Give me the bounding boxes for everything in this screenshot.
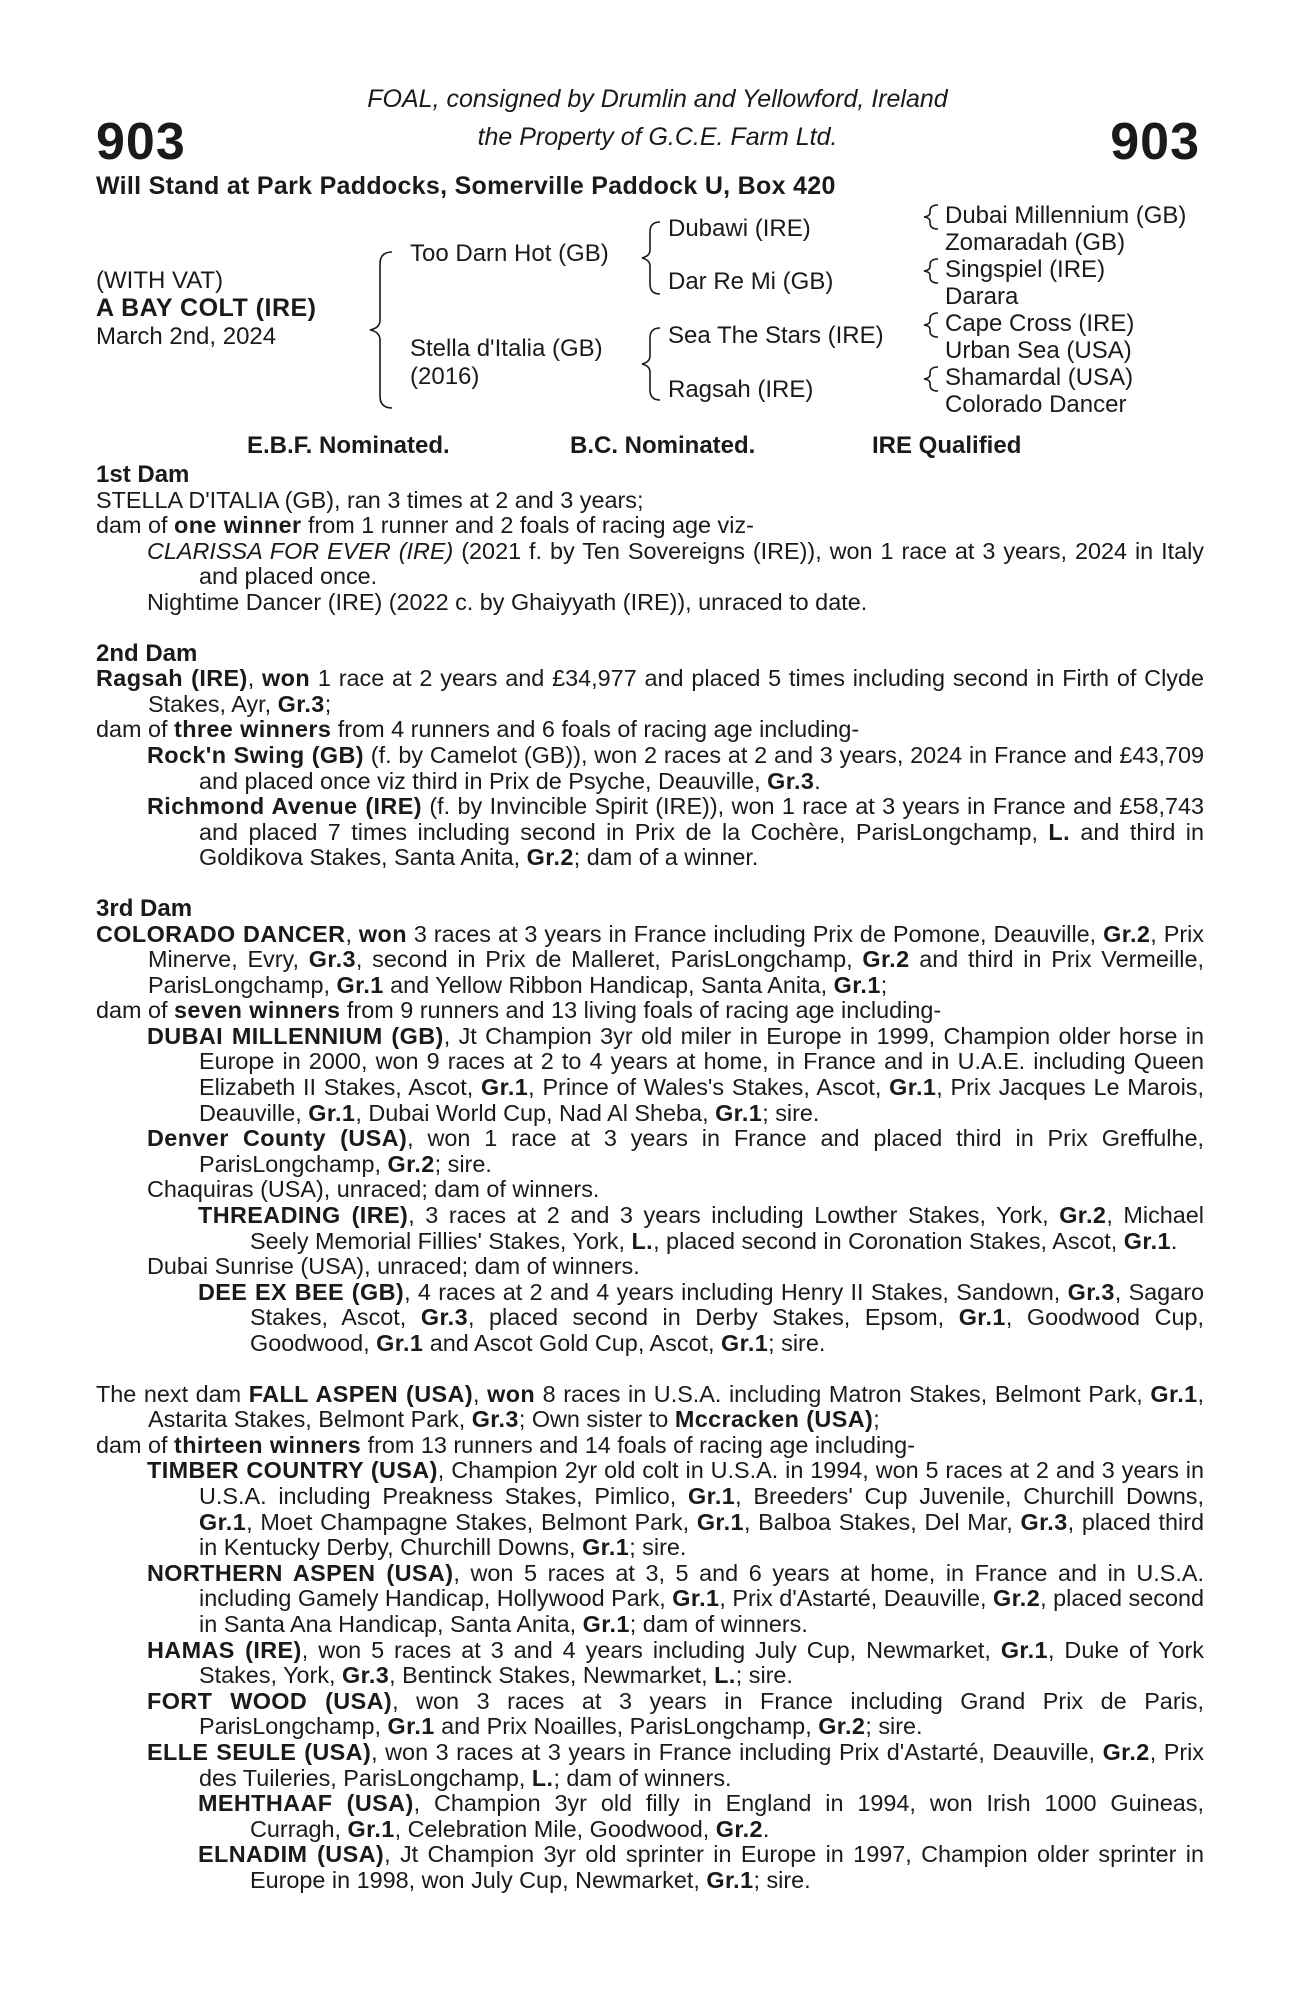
lot-subject-name: A BAY COLT (IRE) <box>96 294 317 322</box>
bracket-gen3-3 <box>924 313 938 337</box>
third-dam-heading: 3rd Dam <box>96 894 193 922</box>
vat-status: (WITH VAT) <box>96 267 224 294</box>
bracket-gen3-1 <box>924 205 938 229</box>
lot-number-left: 903 <box>96 113 186 171</box>
sire-name: Too Darn Hot (GB) <box>410 240 609 267</box>
ancestor-gen3-7: Shamardal (USA) <box>945 364 1134 391</box>
dam-dam: Ragsah (IRE) <box>668 376 814 403</box>
lot-number-right: 903 <box>1110 113 1200 171</box>
produce-elnadim: ELNADIM (USA), Jt Champion 3yr old sprinter in Europe in 1997, Champion older sprinter in Europe in 1998, won July Cup, Newmarket, Gr.1; sire. <box>198 1841 1204 1893</box>
next-dam-produce-summary: dam of thirteen winners from 13 runners and 14 foals of racing age including- <box>96 1431 915 1458</box>
second-dam-foal-1: Rock'n Swing (GB) (f. by Camelot (GB)), won 2 races at 2 and 3 years, 2024 in France and £43,709 and placed once viz third in Prix de Psyche, Deauville, Gr.3. <box>147 741 1204 794</box>
ancestor-gen3-5: Cape Cross (IRE) <box>945 310 1135 337</box>
bracket-gen1 <box>370 252 392 408</box>
stabling-location: Will Stand at Park Paddocks, Somerville Paddock U, Box 420 <box>96 172 836 200</box>
ancestor-gen3-1: Dubai Millennium (GB) <box>945 202 1187 229</box>
produce-dubai-sunrise: Dubai Sunrise (USA), unraced; dam of winners. <box>147 1253 640 1280</box>
first-dam-record: STELLA D'ITALIA (GB), ran 3 times at 2 and 3 years; <box>96 486 644 513</box>
property-line: the Property of G.C.E. Farm Ltd. <box>477 123 838 151</box>
pedigree-brackets <box>0 0 1315 440</box>
bracket-gen3-4 <box>924 367 938 391</box>
ancestor-gen3-4: Darara <box>945 283 1019 310</box>
foaling-date: March 2nd, 2024 <box>96 323 277 350</box>
produce-elle-seule: ELLE SEULE (USA), won 3 races at 3 years in France including Prix d'Astarté, Deauville, Gr.2, Prix des Tuileries, ParisLongchamp, L.; dam of winners. <box>147 1738 1204 1791</box>
produce-mehthaaf: MEHTHAAF (USA), Champion 3yr old filly in England in 1994, won Irish 1000 Guineas, Curragh, Gr.1, Celebration Mile, Goodwood, Gr.2. <box>198 1790 1204 1842</box>
next-dam-record: The next dam FALL ASPEN (USA), won 8 races in U.S.A. including Matron Stakes, Belmont Park, Gr.1, Astarita Stakes, Belmont Park, Gr.3; Own sister to Mccracken (USA); <box>96 1380 1205 1433</box>
catalogue-body <box>96 462 1204 1893</box>
bracket-dam-line <box>642 328 660 400</box>
bc-nomination: B.C. Nominated. <box>570 432 756 459</box>
produce-fort-wood: FORT WOOD (USA), won 3 races at 3 years in France including Grand Prix de Paris, ParisLongchamp, Gr.1 and Prix Noailles, ParisLongchamp, Gr.2; sire. <box>147 1687 1205 1740</box>
third-dam-record: COLORADO DANCER, won 3 races at 3 years in France including Prix de Pomone, Deauville, Gr.2, Prix Minerve, Evry, Gr.3, second in Prix de Malleret, ParisLongchamp, Gr.2 and third in Prix Vermeille, ParisLongchamp, Gr.1 and Yellow Ribbon Handicap, Santa Anita, Gr.1; <box>96 920 1204 998</box>
third-dam-produce-summary: dam of seven winners from 9 runners and 13 living foals of racing age including- <box>96 997 942 1024</box>
sire-sire: Dubawi (IRE) <box>668 215 811 242</box>
bracket-gen3-2 <box>924 259 938 283</box>
produce-chaquiras: Chaquiras (USA), unraced; dam of winners. <box>147 1176 600 1203</box>
produce-dubai-millennium: DUBAI MILLENNIUM (GB), Jt Champion 3yr old miler in Europe in 1999, Champion older horse in Europe in 2000, won 9 races at 2 to 4 years at home, in France and in U.A.E. including Queen Elizabeth II Stakes, Ascot, Gr.1, Prince of Wales's Stakes, Ascot, Gr.1, Prix Jacques Le Marois, Deauville, Gr.1, Dubai World Cup, Nad Al Sheba, Gr.1; sire. <box>147 1022 1204 1126</box>
ancestor-gen3-2: Zomaradah (GB) <box>945 229 1126 256</box>
ire-qualification: IRE Qualified <box>872 432 1022 459</box>
dam-foaling-year: (2016) <box>410 363 480 390</box>
first-dam-heading: 1st Dam <box>96 461 190 488</box>
first-dam-produce-summary: dam of one winner from 1 runner and 2 foals of racing age viz- <box>96 512 754 539</box>
ancestor-gen3-8: Colorado Dancer <box>945 391 1127 418</box>
produce-dee-ex-bee: DEE EX BEE (GB), 4 races at 2 and 4 years including Henry II Stakes, Sandown, Gr.3, Sagaro Stakes, Ascot, Gr.3, placed second in Derby Stakes, Epsom, Gr.1, Goodwood Cup, Goodwood, Gr.1 and Ascot Gold Cup, Ascot, Gr.1; sire. <box>198 1278 1205 1356</box>
second-dam-heading: 2nd Dam <box>96 639 198 667</box>
sire-dam: Dar Re Mi (GB) <box>668 268 834 295</box>
produce-timber-country: TIMBER COUNTRY (USA), Champion 2yr old colt in U.S.A. in 1994, won 5 races at 2 and 3 years in U.S.A. including Preakness Stakes, Pimlico, Gr.1, Breeders' Cup Juvenile, Churchill Downs, Gr.1, Moet Champagne Stakes, Belmont Park, Gr.1, Balboa Stakes, Del Mar, Gr.3, placed third in Kentucky Derby, Churchill Downs, Gr.1; sire. <box>147 1457 1204 1561</box>
second-dam-record: Ragsah (IRE), won 1 race at 2 years and £34,977 and placed 5 times including second in Firth of Clyde Stakes, Ayr, Gr.3; <box>96 665 1204 717</box>
second-dam-produce-summary: dam of three winners from 4 runners and 6 foals of racing age including- <box>96 716 860 743</box>
first-dam-foal-2: Nightime Dancer (IRE) (2022 c. by Ghaiyyath (IRE)), unraced to date. <box>147 588 868 615</box>
consignor-line: FOAL, consigned by Drumlin and Yellowford, Ireland <box>367 85 948 113</box>
first-dam-foal-1: CLARISSA FOR EVER (IRE) (2021 f. by Ten Sovereigns (IRE)), won 1 race at 3 years, 2024 in Italy and placed once. <box>147 537 1204 590</box>
dam-sire: Sea The Stars (IRE) <box>668 322 884 349</box>
dam-name: Stella d'Italia (GB) <box>410 335 603 362</box>
bracket-sire-line <box>642 222 660 294</box>
second-dam-foal-2: Richmond Avenue (IRE) (f. by Invincible Spirit (IRE)), won 1 race at 3 years in France and £58,743 and placed 7 times including second in Prix de la Cochère, ParisLongchamp, L. and third in Goldikova Stakes, Santa Anita, Gr.2; dam of a winner. <box>147 793 1204 871</box>
produce-denver-county: Denver County (USA), won 1 race at 3 years in France and placed third in Prix Greffulhe, ParisLongchamp, Gr.2; sire. <box>147 1125 1204 1177</box>
produce-northern-aspen: NORTHERN ASPEN (USA), won 5 races at 3, 5 and 6 years at home, in France and in U.S.A. including Gamely Handicap, Hollywood Park, Gr.1, Prix d'Astarté, Deauville, Gr.2, placed second in Santa Ana Handicap, Santa Anita, Gr.1; dam of winners. <box>147 1559 1204 1637</box>
produce-hamas: HAMAS (IRE), won 5 races at 3 and 4 years including July Cup, Newmarket, Gr.1, Duke of York Stakes, York, Gr.3, Bentinck Stakes, Newmarket, L.; sire. <box>147 1636 1205 1689</box>
ancestor-gen3-6: Urban Sea (USA) <box>945 337 1132 364</box>
ebf-nomination: E.B.F. Nominated. <box>247 432 450 459</box>
produce-threading: THREADING (IRE), 3 races at 2 and 3 years including Lowther Stakes, York, Gr.2, Michael Seely Memorial Fillies' Stakes, York, L., placed second in Coronation Stakes, Ascot, Gr.1. <box>198 1202 1204 1254</box>
ancestor-gen3-3: Singspiel (IRE) <box>945 256 1106 283</box>
